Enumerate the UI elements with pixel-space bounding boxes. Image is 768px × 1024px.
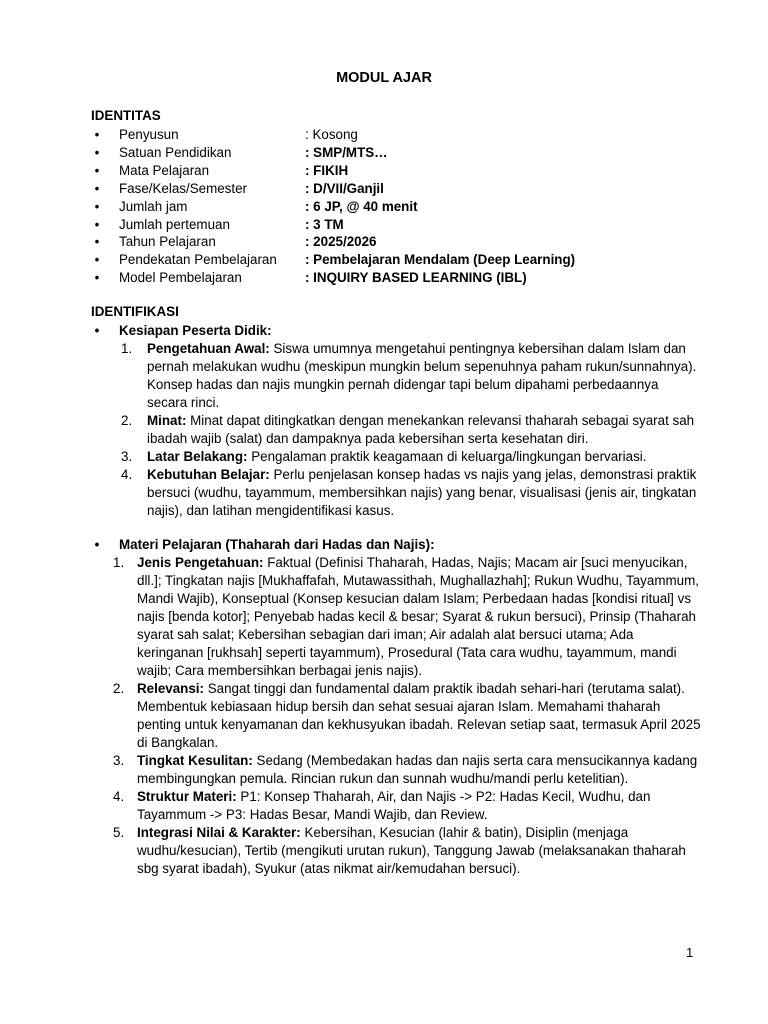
identitas-row [91, 251, 691, 269]
item-text: Kebersihan, Kesucian (lahir & batin), Disiplin (menjaga wudhu/kesucian), Tertib (mengikuti urutan rukun), Tanggung Jawab (melaksanakan thaharah sbg syarat ibadah), Syukur (atas nikmat air/kemudahan bersuci). [137, 825, 686, 876]
bullet-dot: • [94, 252, 100, 268]
list-item [91, 788, 701, 824]
list-item [91, 824, 701, 878]
item-number: 2. [113, 681, 125, 696]
item-number: 2. [121, 413, 133, 428]
item-text: Pengalaman praktik keagamaan di keluarga/lingkungan bervariasi. [247, 449, 647, 464]
identitas-row [91, 180, 691, 198]
item-text: P1: Konsep Thaharah, Air, dan Najis -> P2: Hadas Kecil, Wudhu, dan Tayammum -> P3: Hadas Besar, Mandi Wajib, dan Review. [137, 789, 651, 822]
item-text: Perlu penjelasan konsep hadas vs najis yang jelas, demonstrasi praktik bersuci (wudhu, tayammum, membersihkan najis) yang benar, visualisasi (jenis air, tingkatan najis), dan latihan mengidentifikasi kasus. [147, 467, 697, 518]
identitas-value: : Pembelajaran Mendalam (Deep Learning) [305, 252, 576, 268]
list-item [91, 680, 701, 752]
item-term: Pengetahuan Awal: [147, 341, 270, 356]
item-term: Latar Belakang: [147, 449, 248, 464]
kesiapan-title: Kesiapan Peserta Didik: [119, 323, 272, 338]
identitas-value: : D/VII/Ganjil [305, 180, 384, 196]
item-text: Siswa umumnya mengetahui pentingnya kebersihan dalam Islam dan pernah melakukan wudhu (meskipun mungkin belum sepenuhnya paham rukun/sunnahnya). Konsep hadas dan najis mungkin pernah didengar tapi belum dipahami perbedaannya secara rinci. [147, 341, 697, 410]
item-number: 5. [113, 825, 125, 840]
bullet-dot: • [94, 234, 100, 250]
identitas-value: : 3 TM [305, 216, 344, 232]
item-term: Minat: [147, 413, 187, 428]
list-item [91, 412, 701, 448]
identitas-value: : FIKIH [305, 162, 349, 178]
identitas-label: Jumlah jam [119, 198, 188, 214]
identifikasi-heading: IDENTIFIKASI [91, 304, 179, 319]
identitas-value: : Kosong [305, 127, 358, 142]
page-number: 1 [686, 945, 694, 960]
identitas-row [91, 269, 691, 287]
identitas-label: Penyusun [119, 127, 179, 142]
identitas-row [91, 126, 691, 144]
materi-title: Materi Pelajaran (Thaharah dari Hadas dan Najis): [119, 537, 435, 552]
identitas-label: Satuan Pendidikan [119, 144, 232, 160]
identitas-row [91, 198, 691, 216]
identitas-row [91, 144, 691, 162]
item-text: Minat dapat ditingkatkan dengan menekankan relevansi thaharah sebagai syarat sah ibadah wajib (salat) dan dampaknya pada kebersihan serta kesehatan diri. [147, 413, 695, 446]
item-number: 1. [113, 555, 125, 570]
list-item [91, 340, 701, 412]
identitas-label: Fase/Kelas/Semester [119, 180, 248, 196]
identitas-value: : 6 JP, @ 40 menit [305, 198, 418, 214]
identitas-label: Tahun Pelajaran [119, 234, 216, 250]
document-title: MODUL AJAR [336, 70, 432, 86]
item-term: Jenis Pengetahuan: [137, 555, 264, 570]
bullet-dot: • [94, 198, 100, 214]
kesiapan-section: • Kesiapan Peserta Didik: 1. Pengetahuan Awal: Siswa umumnya mengetahui pentingnya kebersihan dalam Islam dan pernah melakukan wudhu (meskipun mungkin belum sepenuhnya paham rukun/sunnahnya). Konsep hadas dan najis mungkin pernah didengar tapi belum dipahami perbedaannya secara rinci. 2. Minat: Minat dapat ditingkatkan dengan menekankan relevansi thaharah sebagai syarat sah ibadah wajib (salat) dan dampaknya pada kebersihan serta kesehatan diri. 3. Latar Belakang: Pengalaman praktik keagamaan di keluarga/lingkungan bervariasi. 4. Kebutuhan Belajar: Perlu penjelasan konsep hadas vs najis yang jelas, demonstrasi praktik bersuci (wudhu, tayammum, membersihkan najis) yang benar, visualisasi (jenis air, tingkatan najis), dan latihan mengidentifikasi kasus. [91, 322, 701, 520]
identitas-row [91, 233, 691, 251]
item-term: Kebutuhan Belajar: [147, 467, 270, 482]
item-term: Relevansi: [137, 681, 204, 696]
bullet-dot: • [94, 216, 100, 232]
identitas-heading: IDENTITAS [91, 108, 161, 123]
identitas-row [91, 162, 691, 180]
identitas-value: : 2025/2026 [305, 234, 377, 250]
list-item [91, 752, 701, 788]
identitas-label: Pendekatan Pembelajaran [119, 252, 277, 268]
identitas-label: Jumlah pertemuan [119, 216, 230, 232]
list-item [91, 554, 701, 680]
identitas-value: : INQUIRY BASED LEARNING (IBL) [305, 270, 527, 286]
identitas-label: Model Pembelajaran [119, 270, 242, 286]
item-number: 4. [121, 467, 133, 482]
bullet-dot: • [94, 162, 100, 178]
item-term: Struktur Materi: [137, 789, 237, 804]
bullet-dot: • [94, 270, 100, 286]
item-number: 3. [121, 449, 133, 464]
kesiapan-list [91, 340, 701, 520]
item-text: Faktual (Definisi Thaharah, Hadas, Najis; Macam air [suci menyucikan, dll.]; Tingkatan najis [Mukhaffafah, Mutawassithah, Mughallazhah]; Rukun Wudhu, Tayammum, Mandi Wajib), Konseptual (Konsep kesucian dalam Islam; Perbedaan hadas [kondisi ritual] vs najis [benda kotor]; Penyebab hadas kecil & besar; Syarat & rukun bersuci), Prinsip (Thaharah syarat sah salat; Kebersihan sebagian dari iman; Air adalah alat bersuci utama; Ada keringanan [rukhsah] seperti tayammum), Prosedural (Tata cara wudhu, tayammum, mandi wajib; Cara membersihkan berbagai jenis najis). [137, 555, 699, 678]
item-text: Sangat tinggi dan fundamental dalam praktik ibadah sehari-hari (terutama salat). Membentuk kebiasaan hidup bersih dan sehat sesuai ajaran Islam. Memahami thaharah penting untuk kenyamanan dan kekhusyukan ibadah. Relevan setiap saat, termasuk April 2025 di Bangkalan. [137, 681, 701, 750]
list-item [91, 466, 701, 520]
identitas-label: Mata Pelajaran [119, 162, 210, 178]
materi-section: • Materi Pelajaran (Thaharah dari Hadas dan Najis): 1. Jenis Pengetahuan: Faktual (Definisi Thaharah, Hadas, Najis; Macam air [suci menyucikan, dll.]; Tingkatan najis [Mukhaffafah, Mutawassithah, Mughallazhah]; Rukun Wudhu, Tayammum, Mandi Wajib), Konseptual (Konsep kesucian dalam Islam; Perbedaan hadas [kondisi ritual] vs najis [benda kotor]; Penyebab hadas kecil & besar; Syarat & rukun bersuci), Prinsip (Thaharah syarat sah salat; Kebersihan sebagian dari iman; Air adalah alat bersuci utama; Ada keringanan [rukhsah] seperti tayammum), Prosedural (Tata cara wudhu, tayammum, mandi wajib; Cara membersihkan berbagai jenis najis). 2. Relevansi: Sangat tinggi dan fundamental dalam praktik ibadah sehari-hari (terutama salat). Membentuk kebiasaan hidup bersih dan sehat sesuai ajaran Islam. Memahami thaharah penting untuk kenyamanan dan kekhusyukan ibadah. Relevan setiap saat, termasuk April 2025 di Bangkalan. 3. Tingkat Kesulitan: Sedang (Membedakan hadas dan najis serta cara mensucikannya kadang membingungkan pemula. Rincian rukun dan sunnah wudhu/mandi perlu ketelitian). 4. Struktur Materi: P1: Konsep Thaharah, Air, dan Najis -> P2: Hadas Kecil, Wudhu, dan Tayammum -> P3: Hadas Besar, Mandi Wajib, dan Review. 5. Integrasi Nilai & Karakter: Kebersihan, Kesucian (lahir & batin), Disiplin (menjaga wudhu/kesucian), Tertib (mengikuti urutan rukun), Tanggung Jawab (melaksanakan thaharah sbg syarat ibadah), Syukur (atas nikmat air/kemudahan bersuci). [91, 536, 701, 878]
item-number: 1. [121, 341, 133, 356]
item-number: 3. [113, 753, 125, 768]
identitas-row [91, 216, 691, 234]
item-term: Tingkat Kesulitan: [137, 753, 253, 768]
item-number: 4. [113, 789, 125, 804]
bullet-dot: • [94, 180, 100, 196]
materi-list [91, 554, 701, 878]
identitas-value: : SMP/MTS… [305, 144, 388, 160]
list-item [91, 448, 701, 466]
bullet-dot: • [94, 127, 100, 142]
bullet-dot: • [94, 144, 100, 160]
item-text: Sedang (Membedakan hadas dan najis serta cara mensucikannya kadang membingungkan pemula. Rincian rukun dan sunnah wudhu/mandi perlu ketelitian). [137, 753, 698, 786]
item-term: Integrasi Nilai & Karakter: [137, 825, 301, 840]
